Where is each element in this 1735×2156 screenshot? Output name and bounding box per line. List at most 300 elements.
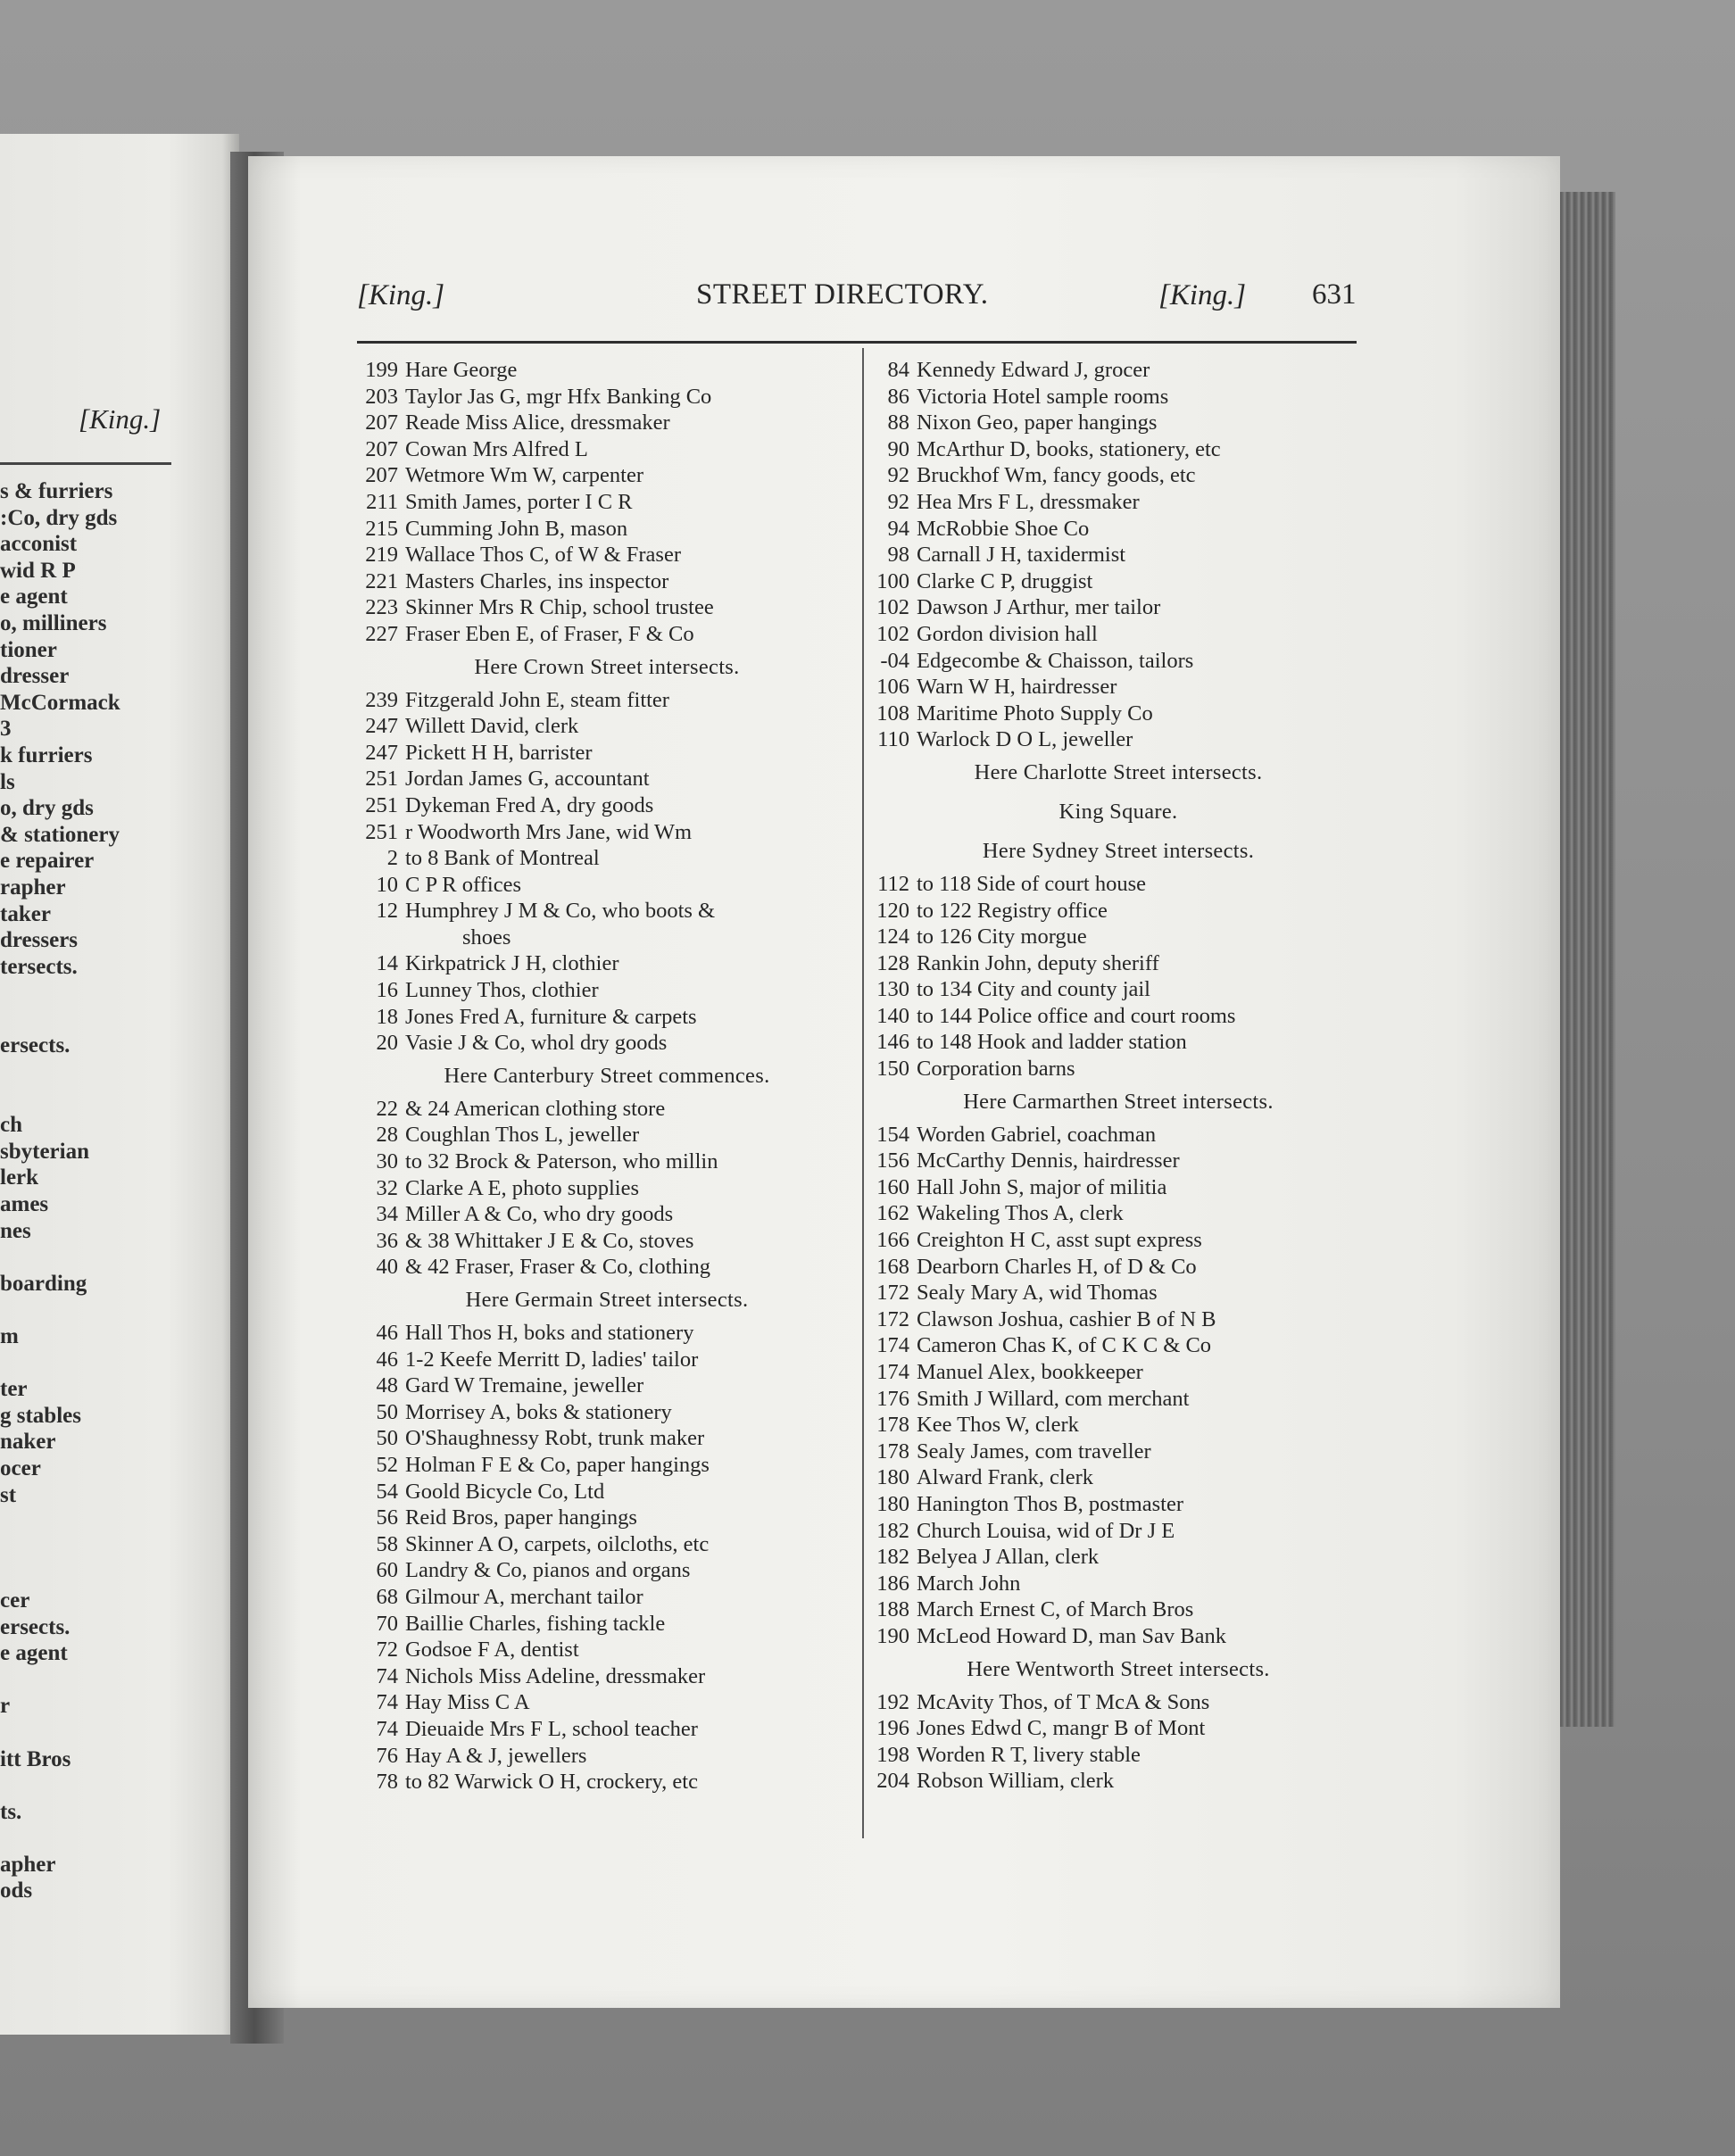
street-number: 239: [365, 687, 398, 712]
occupant-text: to 144 Police office and court rooms: [917, 1003, 1236, 1028]
left-page-fragments: [0, 478, 239, 1904]
occupant-text: Worden Gabriel, coachman: [917, 1122, 1157, 1147]
street-number: 86: [887, 384, 909, 409]
directory-entry: [357, 1399, 857, 1426]
occupant-text: Lunney Thos, clothier: [405, 978, 599, 1003]
street-number: 2: [386, 846, 398, 871]
left-page-fragment: [0, 1508, 239, 1535]
directory-entry: [868, 674, 1368, 701]
directory-entry: [357, 1769, 857, 1795]
street-number: 128: [876, 950, 909, 975]
header-rule: [357, 341, 1357, 344]
page-number: 631: [1312, 278, 1357, 311]
directory-entry: [357, 462, 857, 489]
left-page: [0, 134, 239, 2035]
directory-entry: [357, 977, 857, 1004]
occupant-text: C P R offices: [405, 872, 521, 897]
occupant-text: Goold Bicycle Co, Ltd: [405, 1479, 605, 1504]
street-number: 58: [376, 1531, 398, 1556]
street-number: 36: [376, 1228, 398, 1253]
street-number: 22: [376, 1096, 398, 1121]
left-page-fragment: [0, 1007, 239, 1033]
street-number: 56: [376, 1505, 398, 1530]
directory-entry: [868, 1174, 1368, 1201]
directory-entry: [868, 1003, 1368, 1030]
occupant-text: Kirkpatrick J H, clothier: [405, 951, 619, 976]
directory-entry: [357, 384, 857, 410]
intersection-note: Here Germain Street intersects.: [465, 1288, 749, 1312]
directory-entry: [868, 1689, 1368, 1716]
occupant-text: Corporation barns: [917, 1057, 1075, 1082]
street-number: 192: [876, 1689, 909, 1714]
left-page-fragment: ter: [0, 1377, 28, 1402]
directory-entry: [868, 462, 1368, 489]
directory-entry: [868, 726, 1368, 753]
street-number: 106: [876, 675, 909, 700]
left-page-fragment: [0, 1720, 239, 1746]
directory-entry: [868, 976, 1368, 1003]
street-number: 76: [376, 1743, 398, 1768]
left-page-fragment: ocer: [0, 1455, 41, 1480]
street-number: 130: [876, 977, 909, 1002]
occupant-text: March John: [917, 1571, 1021, 1596]
street-number: 186: [876, 1571, 909, 1596]
street-number: 12: [376, 899, 398, 924]
left-page-fragment: cer: [0, 1588, 30, 1613]
occupant-text: to 118 Side of court house: [917, 871, 1146, 896]
left-page-fragment: acconist: [0, 532, 78, 557]
directory-entry: [357, 516, 857, 543]
occupant-text: 1-2 Keefe Merritt D, ladies' tailor: [405, 1347, 699, 1372]
left-page-rule: [0, 462, 171, 465]
street-number: 198: [876, 1742, 909, 1767]
occupant-text: McRobbie Shoe Co: [917, 516, 1090, 541]
left-page-fragment: ts.: [0, 1799, 22, 1824]
occupant-text: Manuel Alex, bookkeeper: [917, 1360, 1143, 1384]
directory-entry: [357, 1148, 857, 1175]
directory-entry: [868, 568, 1368, 595]
street-number: 50: [376, 1399, 398, 1424]
occupant-text: Sealy James, com traveller: [917, 1439, 1151, 1464]
street-number: 180: [876, 1491, 909, 1516]
directory-entry: [357, 1611, 857, 1638]
occupant-text: & 42 Fraser, Fraser & Co, clothing: [405, 1255, 710, 1280]
occupant-text: Victoria Hotel sample rooms: [917, 384, 1169, 409]
street-number: 174: [876, 1333, 909, 1358]
directory-entry: [868, 1122, 1368, 1148]
left-page-fragment: [0, 1825, 239, 1852]
street-number: 207: [365, 436, 398, 461]
left-page-fragment: o, dry gds: [0, 796, 94, 821]
left-page-fragment: ames: [0, 1192, 49, 1217]
occupant-text: Miller A & Co, who dry goods: [405, 1202, 674, 1227]
directory-entry: [868, 384, 1368, 410]
directory-entry: [868, 1491, 1368, 1518]
left-page-fragment: g stables: [0, 1403, 81, 1428]
street-number: 160: [876, 1174, 909, 1199]
occupant-text: Jones Fred A, furniture & carpets: [405, 1004, 697, 1029]
street-number: 207: [365, 463, 398, 488]
street-number: 251: [365, 792, 398, 817]
left-page-fragment: [0, 1535, 239, 1562]
occupant-text: Vasie J & Co, whol dry goods: [405, 1031, 668, 1056]
occupant-text: Kennedy Edward J, grocer: [917, 358, 1150, 382]
occupant-text: Church Louisa, wid of Dr J E: [917, 1518, 1175, 1543]
left-page-fragment: e repairer: [0, 849, 95, 874]
occupant-text: Belyea J Allan, clerk: [917, 1545, 1100, 1570]
street-number: 68: [376, 1584, 398, 1609]
left-page-header: [King.]: [79, 403, 162, 435]
directory-entry: [357, 1347, 857, 1373]
occupant-text: McAvity Thos, of T McA & Sons: [917, 1689, 1210, 1714]
entry-continuation: shoes: [462, 925, 511, 949]
directory-entry: [357, 1531, 857, 1558]
occupant-text: Wetmore Wm W, carpenter: [405, 463, 643, 488]
street-number: 178: [876, 1439, 909, 1464]
occupant-text: Dearborn Charles H, of D & Co: [917, 1254, 1197, 1279]
occupant-text: Alward Frank, clerk: [917, 1465, 1093, 1490]
left-page-fragment: s & furriers: [0, 479, 113, 503]
street-number: 247: [365, 740, 398, 765]
intersection-note: Here Wentworth Street intersects.: [967, 1656, 1270, 1681]
occupant-text: Humphrey J M & Co, who boots &: [405, 899, 716, 924]
street-number: 10: [376, 872, 398, 897]
occupant-text: Fitzgerald John E, steam fitter: [405, 687, 669, 712]
street-number: 166: [876, 1228, 909, 1253]
occupant-text: Gilmour A, merchant tailor: [405, 1584, 643, 1609]
left-page-fragment: ersects.: [0, 1614, 71, 1639]
occupant-text: Hea Mrs F L, dressmaker: [917, 489, 1140, 514]
street-number: 204: [876, 1769, 909, 1794]
directory-column-left: [357, 357, 857, 1795]
occupant-text: Morrisey A, boks & stationery: [405, 1399, 672, 1424]
occupant-text: to 82 Warwick O H, crockery, etc: [405, 1770, 698, 1795]
occupant-text: & 38 Whittaker J E & Co, stoves: [405, 1228, 694, 1253]
street-number: 251: [365, 819, 398, 844]
street-number: 50: [376, 1426, 398, 1451]
directory-entry: [868, 1029, 1368, 1056]
occupant-text: Robson William, clerk: [917, 1769, 1115, 1794]
street-number: 180: [876, 1465, 909, 1490]
left-page-fragment: [0, 1086, 239, 1113]
left-page-fragment: 3: [0, 717, 12, 742]
street-number: 178: [876, 1413, 909, 1438]
occupant-text: Hall Thos H, boks and stationery: [405, 1321, 694, 1345]
street-number: 174: [876, 1360, 909, 1384]
directory-entry: [357, 819, 857, 846]
occupant-text: to 122 Registry office: [917, 898, 1108, 923]
left-page-fragment: tersects.: [0, 954, 78, 979]
street-number: 30: [376, 1149, 398, 1174]
directory-entry: [357, 1479, 857, 1505]
occupant-text: Hay A & J, jewellers: [405, 1743, 587, 1768]
running-head-right: [King.]: [1158, 279, 1247, 311]
left-page-fragment: & stationery: [0, 822, 120, 847]
occupant-text: Maritime Photo Supply Co: [917, 701, 1153, 726]
street-number: 207: [365, 410, 398, 435]
occupant-text: Clarke A E, photo supplies: [405, 1175, 639, 1200]
directory-entry: [357, 950, 857, 977]
directory-entry: [868, 357, 1368, 384]
directory-entry: [868, 1148, 1368, 1174]
directory-entry: [868, 1439, 1368, 1465]
street-number: 32: [376, 1175, 398, 1200]
occupant-text: Skinner A O, carpets, oilcloths, etc: [405, 1531, 710, 1556]
occupant-text: to 148 Hook and ladder station: [917, 1030, 1187, 1055]
left-page-fragment: m: [0, 1324, 19, 1348]
street-number: 112: [877, 871, 909, 896]
directory-entry: [868, 898, 1368, 925]
directory-entry: [357, 1584, 857, 1611]
directory-entry: [357, 1663, 857, 1690]
directory-entry: [357, 621, 857, 648]
occupant-text: Bruckhof Wm, fancy goods, etc: [917, 463, 1196, 488]
occupant-text: Reid Bros, paper hangings: [405, 1505, 637, 1530]
occupant-text: Smith James, porter I C R: [405, 489, 633, 514]
street-number: 84: [887, 358, 909, 382]
left-page-fragment: nes: [0, 1218, 31, 1243]
occupant-text: Gard W Tremaine, jeweller: [405, 1373, 644, 1398]
occupant-text: Baillie Charles, fishing tackle: [405, 1611, 666, 1636]
left-page-fragment: [0, 1772, 239, 1799]
directory-entry: [357, 713, 857, 740]
occupant-text: r Woodworth Mrs Jane, wid Wm: [405, 819, 693, 844]
street-number: 88: [887, 410, 909, 435]
occupant-text: Cumming John B, mason: [405, 516, 628, 541]
street-number: 223: [365, 595, 398, 620]
directory-entry: [357, 1096, 857, 1123]
occupant-text: to 8 Bank of Montreal: [405, 846, 600, 871]
street-number: 188: [876, 1597, 909, 1622]
street-number: 251: [365, 767, 398, 792]
directory-entry: [357, 898, 857, 925]
occupant-text: Clarke C P, druggist: [917, 568, 1093, 593]
left-page-fragment: itt Bros: [0, 1746, 71, 1771]
occupant-text: to 126 City morgue: [917, 925, 1087, 949]
directory-entry: [357, 792, 857, 819]
occupant-text: Coughlan Thos L, jeweller: [405, 1123, 640, 1148]
street-number: 60: [376, 1558, 398, 1583]
directory-entry: [357, 872, 857, 899]
page-edges: [1560, 192, 1615, 1727]
occupant-text: Hall John S, major of militia: [917, 1174, 1167, 1199]
left-page-fragment: [0, 1297, 239, 1323]
occupant-text: Jordan James G, accountant: [405, 767, 650, 792]
directory-entry: [357, 1030, 857, 1057]
street-number: 92: [887, 489, 909, 514]
occupant-text: Reade Miss Alice, dressmaker: [405, 410, 670, 435]
street-number: 70: [376, 1611, 398, 1636]
street-number: 162: [876, 1201, 909, 1226]
directory-entry: [868, 1571, 1368, 1597]
street-number: 182: [876, 1518, 909, 1543]
directory-entry: [868, 542, 1368, 568]
street-number: 156: [876, 1148, 909, 1173]
directory-entry: [357, 489, 857, 516]
street-number: 203: [365, 384, 398, 409]
directory-entry: [357, 1689, 857, 1716]
directory-entry: [868, 701, 1368, 727]
street-number: 110: [877, 727, 909, 752]
occupant-text: Hanington Thos B, postmaster: [917, 1491, 1183, 1516]
street-number: 172: [876, 1281, 909, 1306]
street-number: 124: [876, 925, 909, 949]
occupant-text: Holman F E & Co, paper hangings: [405, 1452, 710, 1477]
intersection-note: Here Sydney Street intersects.: [982, 838, 1255, 863]
directory-entry: [357, 594, 857, 621]
street-number: 74: [376, 1663, 398, 1688]
left-page-fragment: r: [0, 1694, 11, 1719]
street-number: 18: [376, 1004, 398, 1029]
directory-entry: [868, 1386, 1368, 1413]
left-page-fragment: [0, 1059, 239, 1086]
directory-entry: [357, 845, 857, 872]
street-number: 221: [365, 568, 398, 593]
directory-entry: [357, 1122, 857, 1148]
directory-entry: [357, 1254, 857, 1281]
street-number: 190: [876, 1623, 909, 1648]
occupant-text: Hare George: [405, 358, 518, 382]
left-page-fragment: rapher: [0, 875, 66, 900]
occupant-text: & 24 American clothing store: [405, 1096, 666, 1121]
directory-entry: [868, 1056, 1368, 1082]
occupant-text: Landry & Co, pianos and organs: [405, 1558, 691, 1583]
directory-entry: [357, 410, 857, 436]
occupant-text: Nichols Miss Adeline, dressmaker: [405, 1663, 706, 1688]
left-page-fragment: sbyterian: [0, 1139, 89, 1164]
street-number: 227: [365, 621, 398, 646]
street-number: 199: [365, 358, 398, 382]
street-number: 146: [876, 1030, 909, 1055]
occupant-text: Cameron Chas K, of C K C & Co: [917, 1333, 1212, 1358]
left-page-fragment: McCormack: [0, 690, 120, 715]
occupant-text: Gordon division hall: [917, 621, 1098, 646]
street-number: 14: [376, 951, 398, 976]
street-number: 154: [876, 1122, 909, 1147]
occupant-text: Creighton H C, asst supt express: [917, 1228, 1202, 1253]
occupant-text: Wakeling Thos A, clerk: [917, 1201, 1124, 1226]
left-page-fragment: dresser: [0, 664, 70, 689]
directory-entry: [357, 1228, 857, 1255]
street-number: 46: [376, 1321, 398, 1345]
occupant-text: Rankin John, deputy sheriff: [917, 950, 1159, 975]
street-number: 20: [376, 1031, 398, 1056]
street-number: 102: [876, 595, 909, 620]
street-number: 16: [376, 978, 398, 1003]
directory-entry: [868, 621, 1368, 648]
occupant-text: Masters Charles, ins inspector: [405, 568, 669, 593]
left-page-fragment: naker: [0, 1430, 56, 1455]
directory-entry: [868, 1200, 1368, 1227]
left-page-fragment: lerk: [0, 1165, 39, 1190]
street-number: 28: [376, 1123, 398, 1148]
occupant-text: McLeod Howard D, man Sav Bank: [917, 1623, 1227, 1648]
occupant-text: Edgecombe & Chaisson, tailors: [917, 648, 1194, 673]
street-number: 40: [376, 1255, 398, 1280]
directory-entry: [868, 1596, 1368, 1623]
directory-entry: [868, 1742, 1368, 1769]
left-page-fragment: ch: [0, 1113, 22, 1138]
street-number: 120: [876, 898, 909, 923]
directory-entry: [868, 436, 1368, 463]
street-number: 98: [887, 543, 909, 568]
left-page-fragment: dressers: [0, 928, 79, 953]
occupant-text: Smith J Willard, com merchant: [917, 1386, 1190, 1411]
left-page-fragment: taker: [0, 901, 51, 926]
occupant-text: Warn W H, hairdresser: [917, 675, 1117, 700]
occupant-text: McArthur D, books, stationery, etc: [917, 436, 1221, 461]
street-number: 196: [876, 1716, 909, 1741]
directory-entry: [357, 1425, 857, 1452]
street-number: 168: [876, 1254, 909, 1279]
occupant-text: Sealy Mary A, wid Thomas: [917, 1281, 1158, 1306]
directory-entry: [868, 410, 1368, 436]
street-number: 72: [376, 1638, 398, 1663]
directory-entry: [357, 1320, 857, 1347]
occupant-text: Pickett H H, barrister: [405, 740, 593, 765]
left-page-fragment: tioner: [0, 637, 57, 662]
intersection-note: King Square.: [1058, 799, 1178, 824]
left-page-fragment: wid R P: [0, 558, 76, 583]
left-page-fragment: e agent: [0, 1641, 68, 1666]
left-page-fragment: st: [0, 1482, 17, 1507]
directory-entry: [357, 1372, 857, 1399]
left-page-fragment: [0, 1244, 239, 1271]
directory-entry: [868, 1332, 1368, 1359]
page-title: STREET DIRECTORY.: [696, 278, 989, 311]
directory-entry: [868, 1715, 1368, 1742]
directory-entry: [357, 542, 857, 568]
left-page-fragment: [0, 1667, 239, 1694]
street-number: 92: [887, 463, 909, 488]
directory-entry: [357, 1452, 857, 1479]
directory-entry: [357, 1637, 857, 1663]
directory-entry: [868, 1359, 1368, 1386]
occupant-text: Nixon Geo, paper hangings: [917, 410, 1158, 435]
street-number: 108: [876, 701, 909, 726]
occupant-text: Kee Thos W, clerk: [917, 1413, 1079, 1438]
occupant-text: Hay Miss C A: [405, 1690, 530, 1715]
occupant-text: to 134 City and county jail: [917, 977, 1150, 1002]
occupant-text: Godsoe F A, dentist: [405, 1638, 579, 1663]
directory-entry: [357, 766, 857, 792]
occupant-text: Cowan Mrs Alfred L: [405, 436, 588, 461]
directory-entry: [357, 1505, 857, 1531]
street-number: 46: [376, 1347, 398, 1372]
occupant-text: Dieuaide Mrs F L, school teacher: [405, 1716, 698, 1741]
left-page-fragment: [0, 1561, 239, 1588]
directory-entry: [357, 1201, 857, 1228]
street-number: 54: [376, 1479, 398, 1504]
directory-entry: [868, 1227, 1368, 1254]
left-page-fragment: ls: [0, 769, 15, 794]
left-page-fragment: k furriers: [0, 742, 93, 767]
directory-entry: [357, 436, 857, 463]
intersection-note: Here Canterbury Street commences.: [444, 1063, 770, 1088]
left-page-fragment: :Co, dry gds: [0, 505, 118, 530]
street-number: 140: [876, 1003, 909, 1028]
left-page-fragment: o, milliners: [0, 610, 107, 635]
directory-entry: [868, 594, 1368, 621]
directory-entry: [868, 648, 1368, 675]
occupant-text: Worden R T, livery stable: [917, 1742, 1141, 1767]
street-number: 78: [376, 1770, 398, 1795]
street-number: 74: [376, 1690, 398, 1715]
directory-entry: [868, 1412, 1368, 1439]
directory-entry: [868, 1623, 1368, 1650]
street-number: 48: [376, 1373, 398, 1398]
street-number: 176: [876, 1386, 909, 1411]
